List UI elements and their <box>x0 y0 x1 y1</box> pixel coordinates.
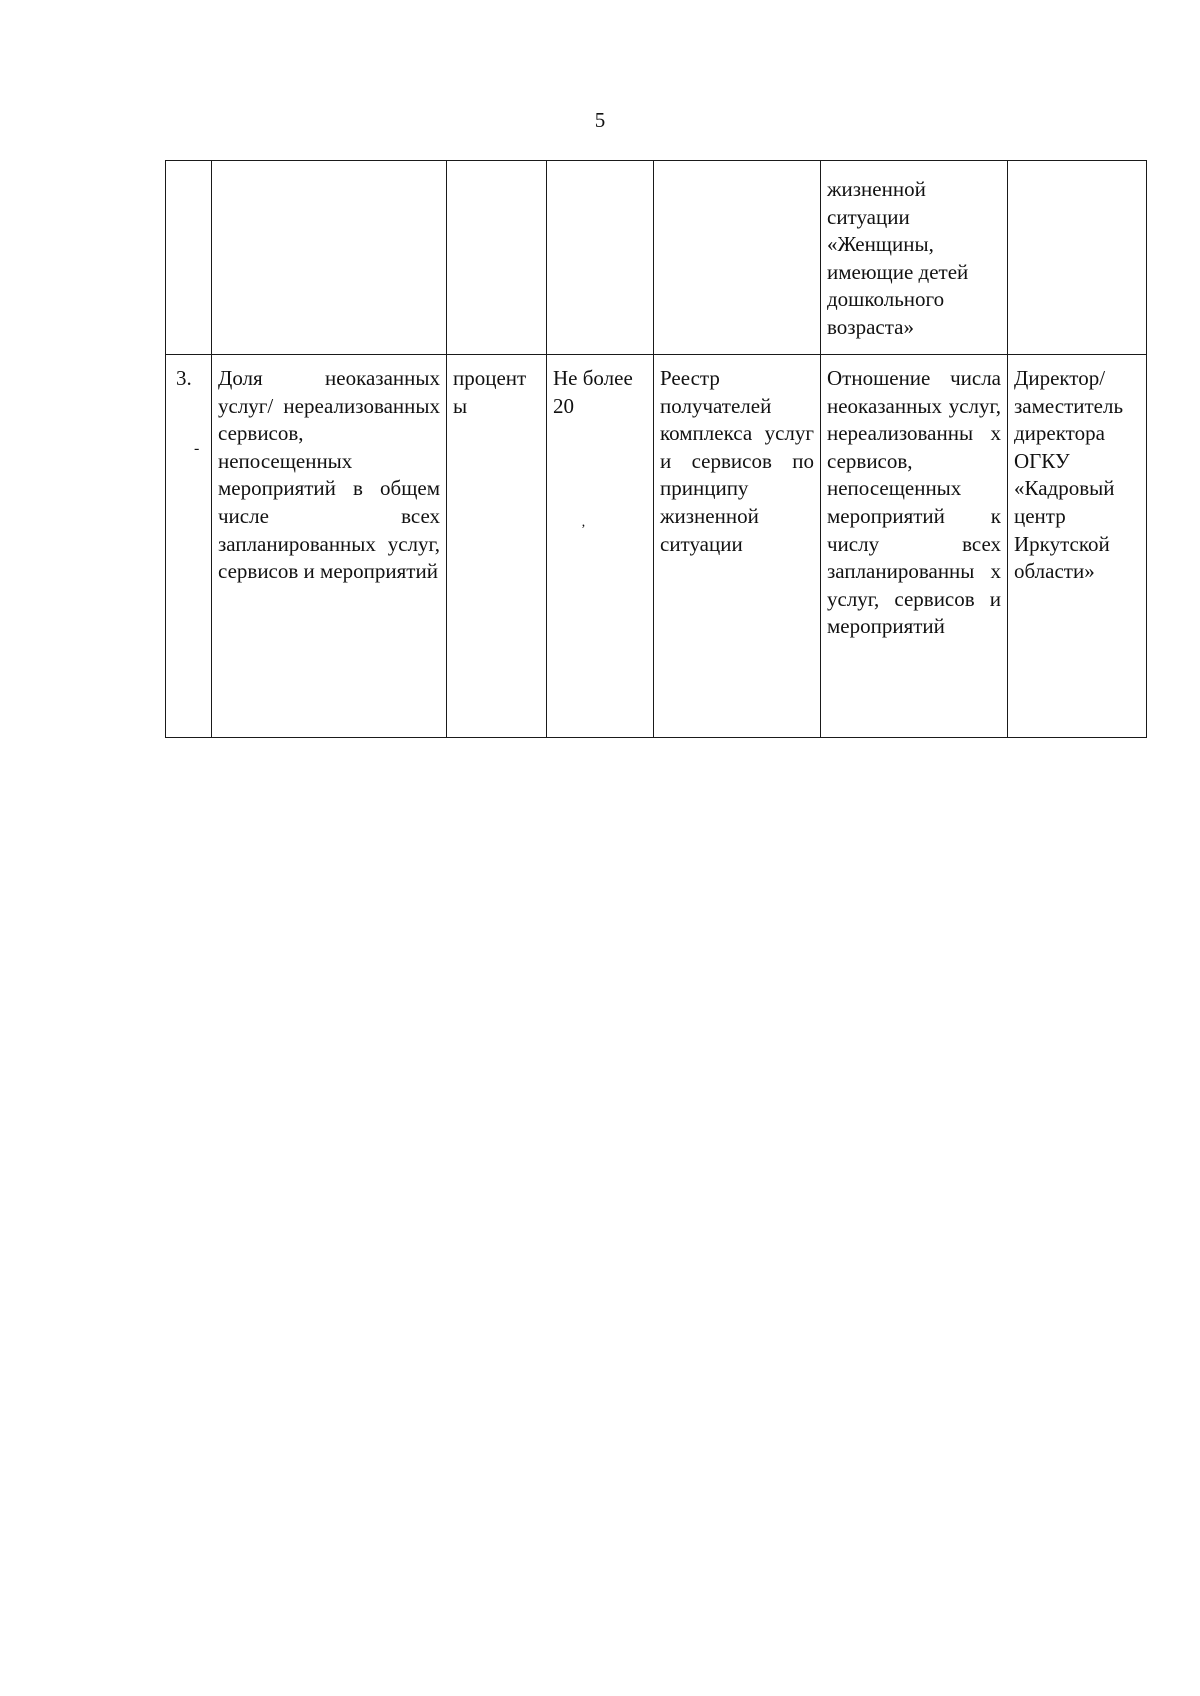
cell-indicator <box>212 161 447 355</box>
row-number: 3. <box>176 366 192 390</box>
cell-source <box>654 161 821 355</box>
cell-method: Отношение числа неоказанных услуг, нереализованны х сервисов, непосещенных мероприятий к числу всех запланированны х услуг, сервисов и мероприятий <box>821 355 1008 738</box>
scan-mark: - <box>194 439 200 457</box>
scan-mark: ‚ <box>581 515 586 531</box>
method-line: ситуации <box>827 204 910 229</box>
table-row <box>166 355 1147 738</box>
method-line: имеющие детей <box>827 259 969 284</box>
page-number: 5 <box>594 108 606 132</box>
cell-indicator: Доля неоказанных услуг/ нереализованных сервисов, непосещенных мероприятий в общем числе всех запланированных услуг, сервисов и мероприятий <box>212 355 447 738</box>
value-text: Не более 20 <box>553 366 633 418</box>
cell-responsible <box>1008 161 1147 355</box>
cell-num <box>166 355 212 738</box>
indicators-table <box>165 160 1147 738</box>
table-row <box>166 161 1147 355</box>
method-line: дошкольного <box>827 287 945 312</box>
method-line: жизненной <box>827 177 926 201</box>
cell-unit: процент ы <box>447 355 547 738</box>
cell-method <box>821 161 1008 355</box>
cell-responsible: Директор/ заместитель директора ОГКУ «Кадровый центр Иркутской области» <box>1008 355 1147 738</box>
cell-source: Реестр получателей комплекса услуг и сервисов по принципу жизненной ситуации <box>654 355 821 738</box>
method-line: возраста» <box>827 314 914 339</box>
cell-value <box>547 161 654 355</box>
method-line: «Женщины, <box>827 232 934 257</box>
cell-unit <box>447 161 547 355</box>
cell-num <box>166 161 212 355</box>
cell-value <box>547 355 654 738</box>
